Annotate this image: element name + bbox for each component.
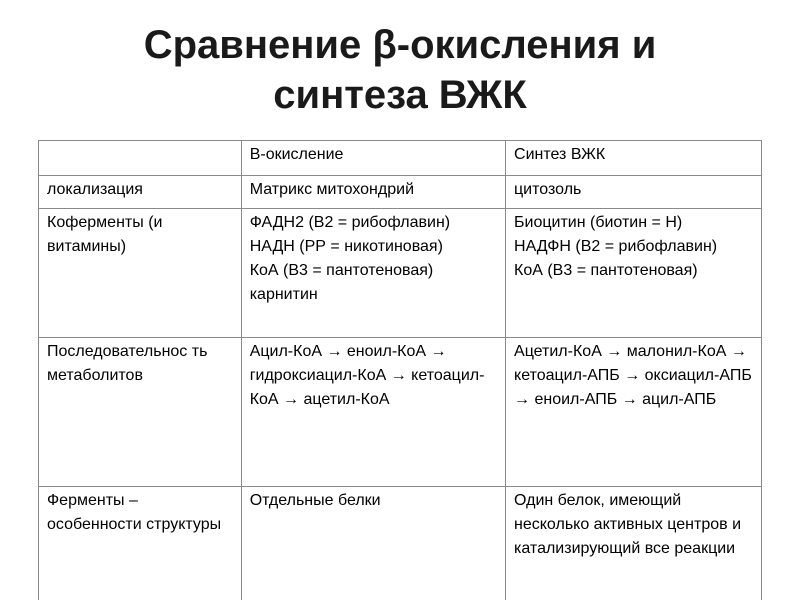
cell-metabolites-synthesis bbox=[506, 338, 762, 487]
cell-line: Отдельные белки bbox=[249, 492, 381, 509]
cell-line: ФАДН2 (В2 = рибофлавин) bbox=[249, 214, 451, 231]
row-label-metabolites: Последовательнос ть метаболитов bbox=[39, 338, 242, 487]
cell-line: КоА (В3 = пантотеновая) bbox=[514, 262, 698, 279]
title-line-2: синтеза ВЖК bbox=[273, 73, 527, 117]
cell-line: Ацетил-КоА → малонил-КоА → кетоацил-АПБ → оксиацил-АПБ → еноил-АПБ → ацил-АПБ bbox=[514, 343, 752, 408]
cell-enzymes-synthesis bbox=[506, 487, 762, 600]
cell-line: Биоцитин (биотин = Н) bbox=[514, 214, 683, 231]
table-header-row bbox=[39, 141, 762, 176]
header-beta-oxidation: В-окисление bbox=[241, 141, 505, 176]
row-label-enzymes: Ферменты – особенности структуры bbox=[39, 487, 242, 600]
page-title bbox=[0, 20, 800, 120]
title-line-1: Сравнение β-окисления и bbox=[143, 23, 657, 67]
cell-line: НАДФН (В2 = рибофлавин) bbox=[514, 238, 718, 255]
cell-enzymes-oxidation bbox=[241, 487, 505, 600]
cell-line: Матрикс митохондрий bbox=[249, 181, 414, 198]
cell-line: цитозоль bbox=[514, 181, 582, 198]
cell-line: карнитин bbox=[249, 286, 318, 303]
cell-localization-oxidation bbox=[241, 176, 505, 209]
cell-line: Один белок, имеющий несколько активных центров и катализирующий все реакции bbox=[514, 492, 742, 557]
cell-metabolites-oxidation bbox=[241, 338, 505, 487]
cell-localization-synthesis bbox=[506, 176, 762, 209]
header-empty-cell bbox=[39, 141, 242, 176]
table-row bbox=[39, 176, 762, 209]
comparison-table bbox=[38, 140, 762, 600]
row-label-localization: локализация bbox=[39, 176, 242, 209]
cell-coenzymes-oxidation bbox=[241, 209, 505, 338]
row-label-coenzymes: Коферменты (и витамины) bbox=[39, 209, 242, 338]
table-row bbox=[39, 209, 762, 338]
cell-coenzymes-synthesis bbox=[506, 209, 762, 338]
table-row bbox=[39, 487, 762, 600]
table-row bbox=[39, 338, 762, 487]
cell-line: КоА (В3 = пантотеновая) bbox=[249, 262, 434, 279]
header-fatty-acid-synthesis: Синтез ВЖК bbox=[506, 141, 762, 176]
cell-line: Ацил-КоА → еноил-КоА → гидроксиацил-КоА → кетоацил-КоА → ацетил-КоА bbox=[249, 343, 485, 408]
cell-line: НАДН (РР = никотиновая) bbox=[249, 238, 443, 255]
